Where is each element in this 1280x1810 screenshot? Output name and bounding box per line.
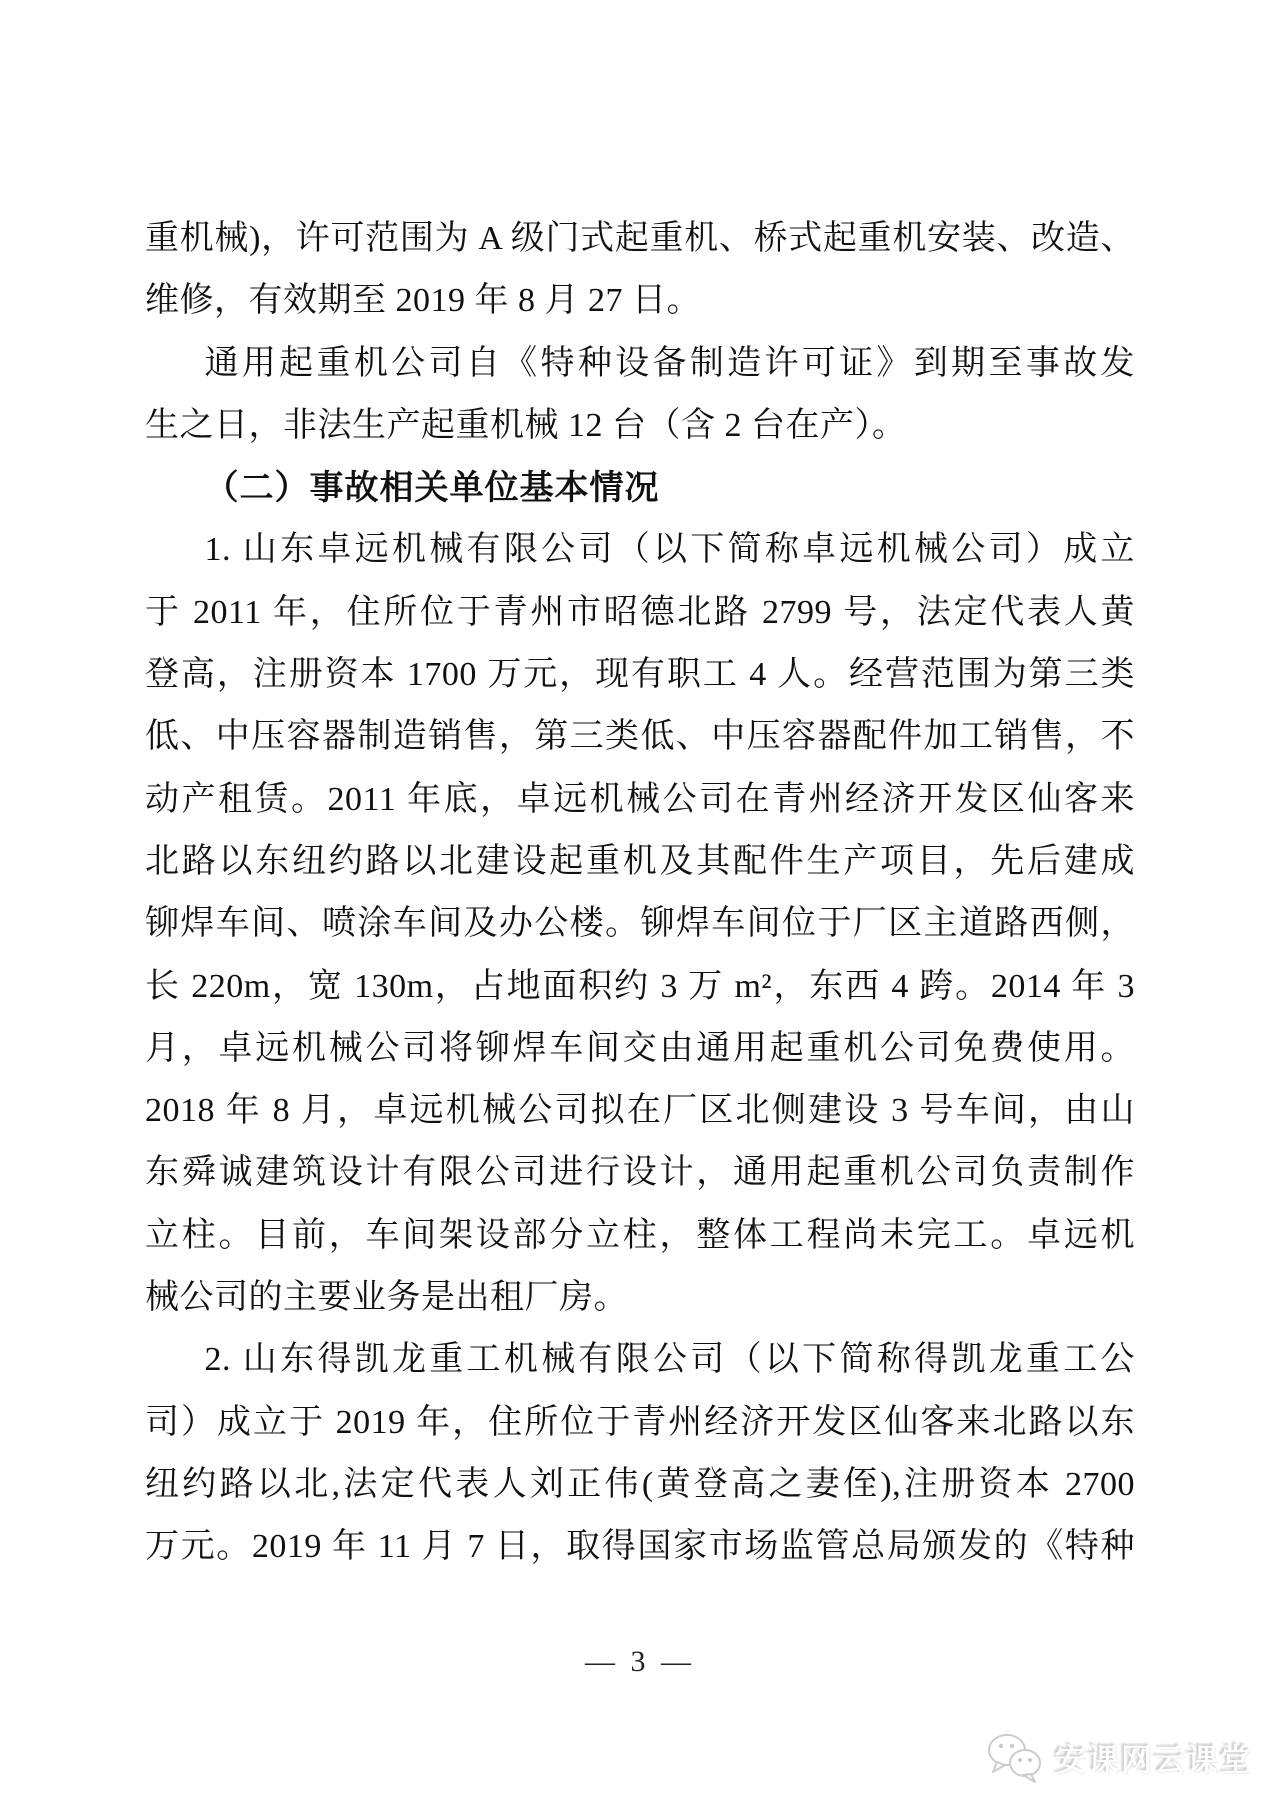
text-line: 登高，注册资本 1700 万元，现有职工 4 人。经营范围为第三类 [145,656,1135,694]
text-line: 月，卓远机械公司将铆焊车间交由通用起重机公司免费使用。 [145,1029,1135,1067]
text-line: 通用起重机公司自《特种设备制造许可证》到期至事故发 [204,344,1135,382]
watermark-text: 安课网云课堂 [1055,1742,1253,1778]
text-line: 于 2011 年，住所位于青州市昭德北路 2799 号，法定代表人黄 [145,593,1135,631]
text-line: 1. 山东卓远机械有限公司（以下简称卓远机械公司）成立 [204,531,1135,569]
text-line: 维修，有效期至 2019 年 8 月 27 日。 [145,282,701,320]
paragraph [145,333,1135,458]
text-line: 东舜诚建筑设计有限公司进行设计，通用起重机公司负责制作 [145,1154,1135,1192]
text-line: 立柱。目前，车间架设部分立柱，整体工程尚未完工。卓远机 [145,1216,1135,1254]
section-heading [145,457,1135,519]
text-line: 司）成立于 2019 年，住所位于青州经济开发区仙客来北路以东 [145,1403,1135,1441]
text-line: 生之日，非法生产起重机械 12 台（含 2 台在产）。 [145,406,907,444]
text-line: 纽约路以北,法定代表人刘正伟(黄登高之妻侄),注册资本 2700 [145,1465,1135,1503]
paragraph [145,1329,1135,1578]
wechat-icon [985,1730,1047,1784]
paragraph [145,208,1135,333]
text-line: 低、中压容器制造销售，第三类低、中压容器配件加工销售，不 [145,718,1135,756]
page-number: — 3 — [585,1645,695,1678]
text-line: 铆焊车间、喷涂车间及办公楼。铆焊车间位于厂区主道路西侧， [145,905,1135,943]
text-line: 长 220m，宽 130m，占地面积约 3 万 m²，东西 4 跨。2014 年 3 [145,967,1135,1005]
text-line: 北路以东纽约路以北建设起重机及其配件生产项目，先后建成 [145,842,1135,880]
text-line: 动产租赁。2011 年底，卓远机械公司在青州经济开发区仙客来 [145,780,1135,818]
text-line: 2018 年 8 月，卓远机械公司拟在厂区北侧建设 3 号车间，由山 [145,1092,1135,1130]
text-line: 械公司的主要业务是出租厂房。 [145,1279,628,1317]
text-line: （二）事故相关单位基本情况 [204,469,660,508]
text-line: 2. 山东得凯龙重工机械有限公司（以下简称得凯龙重工公 [204,1341,1135,1379]
document-body [145,208,1135,1579]
paragraph [145,519,1135,1329]
watermark [985,1730,1253,1784]
text-line: 重机械)，许可范围为 A 级门式起重机、桥式起重机安装、改造、 [145,220,1135,257]
text-line: 万元。2019 年 11 月 7 日，取得国家市场监管总局颁发的《特种 [145,1528,1135,1566]
